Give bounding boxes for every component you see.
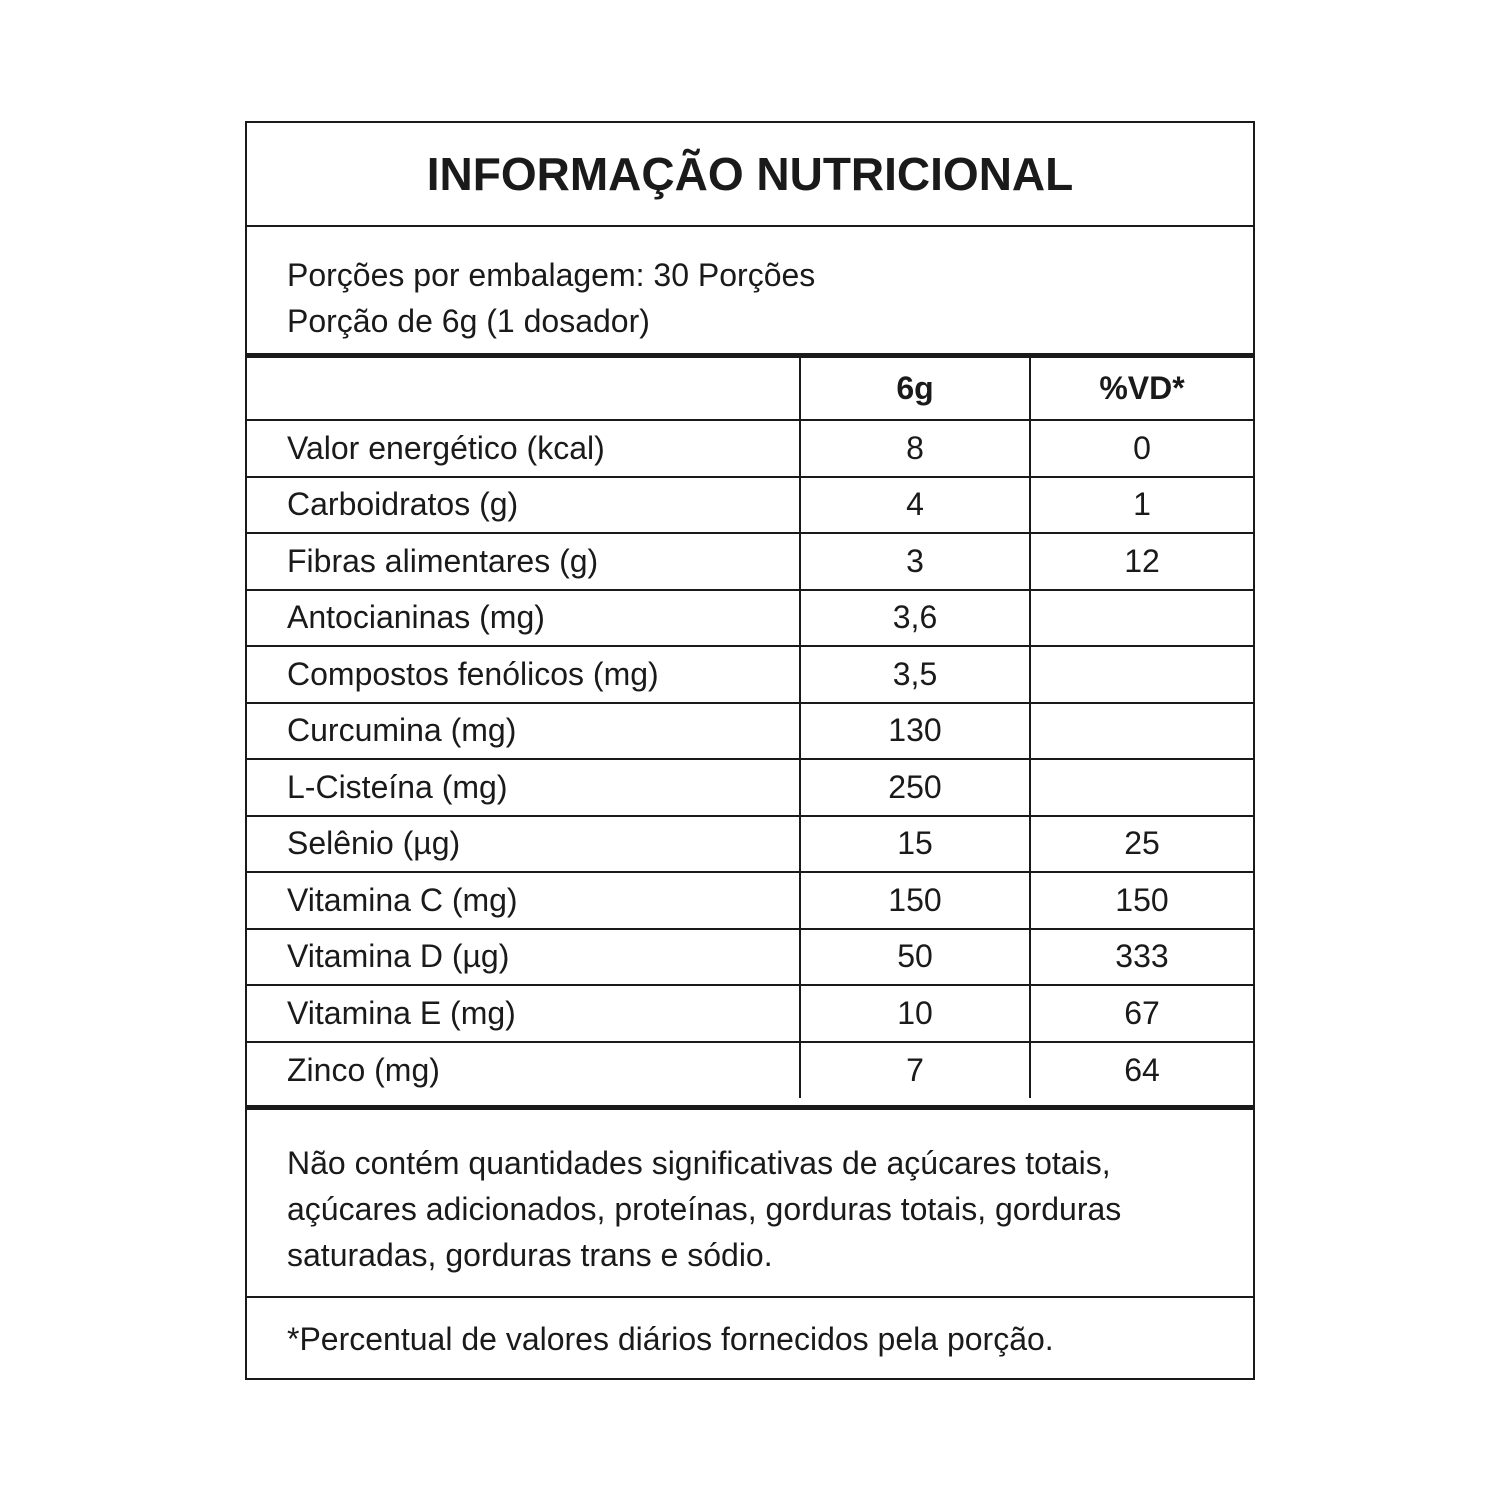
table-row [247,816,1253,873]
nutrient-name: Vitamina E (mg) [247,985,800,1042]
nutrient-daily-value: 12 [1030,533,1253,590]
nutrient-amount: 3,6 [800,590,1030,647]
nutrient-name: Zinco (mg) [247,1042,800,1099]
nutrient-daily-value [1030,703,1253,760]
header-nutrient [247,358,800,420]
nutrient-amount: 8 [800,420,1030,477]
table-row [247,759,1253,816]
table-row [247,703,1253,760]
nutrient-amount: 15 [800,816,1030,873]
nutrient-amount: 4 [800,477,1030,534]
nutrient-name: Selênio (µg) [247,816,800,873]
nutrient-amount: 3,5 [800,646,1030,703]
nutrient-daily-value: 0 [1030,420,1253,477]
daily-value-footnote: *Percentual de valores diários fornecidos pela porção. [287,1321,1054,1357]
nutrient-amount: 130 [800,703,1030,760]
nutrient-table [247,358,1253,1098]
nutrient-daily-value: 25 [1030,816,1253,873]
header-daily-value: %VD* [1099,370,1185,406]
notes-line: açúcares adicionados, proteínas, gorduras totais, gorduras [287,1191,1122,1227]
table-header-row [247,358,1253,420]
nutrient-daily-value [1030,590,1253,647]
table-row [247,420,1253,477]
label-title: INFORMAÇÃO NUTRICIONAL [247,123,1253,227]
nutrient-amount: 7 [800,1042,1030,1099]
header-amount: 6g [800,358,1030,420]
nutrient-amount: 150 [800,872,1030,929]
table-row [247,646,1253,703]
table-row [247,929,1253,986]
nutrient-daily-value: 150 [1030,872,1253,929]
serving-info [247,227,1253,358]
nutrient-name: Carboidratos (g) [247,477,800,534]
nutrient-daily-value: 333 [1030,929,1253,986]
nutrient-daily-value: 1 [1030,477,1253,534]
notes-line: Não contém quantidades significativas de açúcares totais, [287,1145,1111,1181]
nutrient-name: L-Cisteína (mg) [247,759,800,816]
nutrient-daily-value [1030,646,1253,703]
nutrient-name: Valor energético (kcal) [247,420,800,477]
servings-per-package: Porções por embalagem: 30 Porções [287,257,816,293]
table-row [247,985,1253,1042]
table-row [247,872,1253,929]
serving-size: Porção de 6g (1 dosador) [287,303,650,339]
nutrient-name: Curcumina (mg) [247,703,800,760]
table-row [247,1042,1253,1099]
table-row [247,533,1253,590]
nutrient-daily-value: 64 [1030,1042,1253,1099]
nutrient-amount: 50 [800,929,1030,986]
allergen-notes [247,1105,1253,1298]
nutrient-amount: 10 [800,985,1030,1042]
nutrient-amount: 3 [800,533,1030,590]
nutrient-daily-value [1030,759,1253,816]
nutrient-daily-value: 67 [1030,985,1253,1042]
nutrient-name: Antocianinas (mg) [247,590,800,647]
table-row [247,477,1253,534]
nutrient-name: Vitamina D (µg) [247,929,800,986]
nutrient-name: Fibras alimentares (g) [247,533,800,590]
table-row [247,590,1253,647]
nutrition-facts-label [245,121,1255,1380]
nutrient-name: Compostos fenólicos (mg) [247,646,800,703]
nutrient-name: Vitamina C (mg) [247,872,800,929]
nutrient-amount: 250 [800,759,1030,816]
notes-line: saturadas, gorduras trans e sódio. [287,1237,773,1273]
